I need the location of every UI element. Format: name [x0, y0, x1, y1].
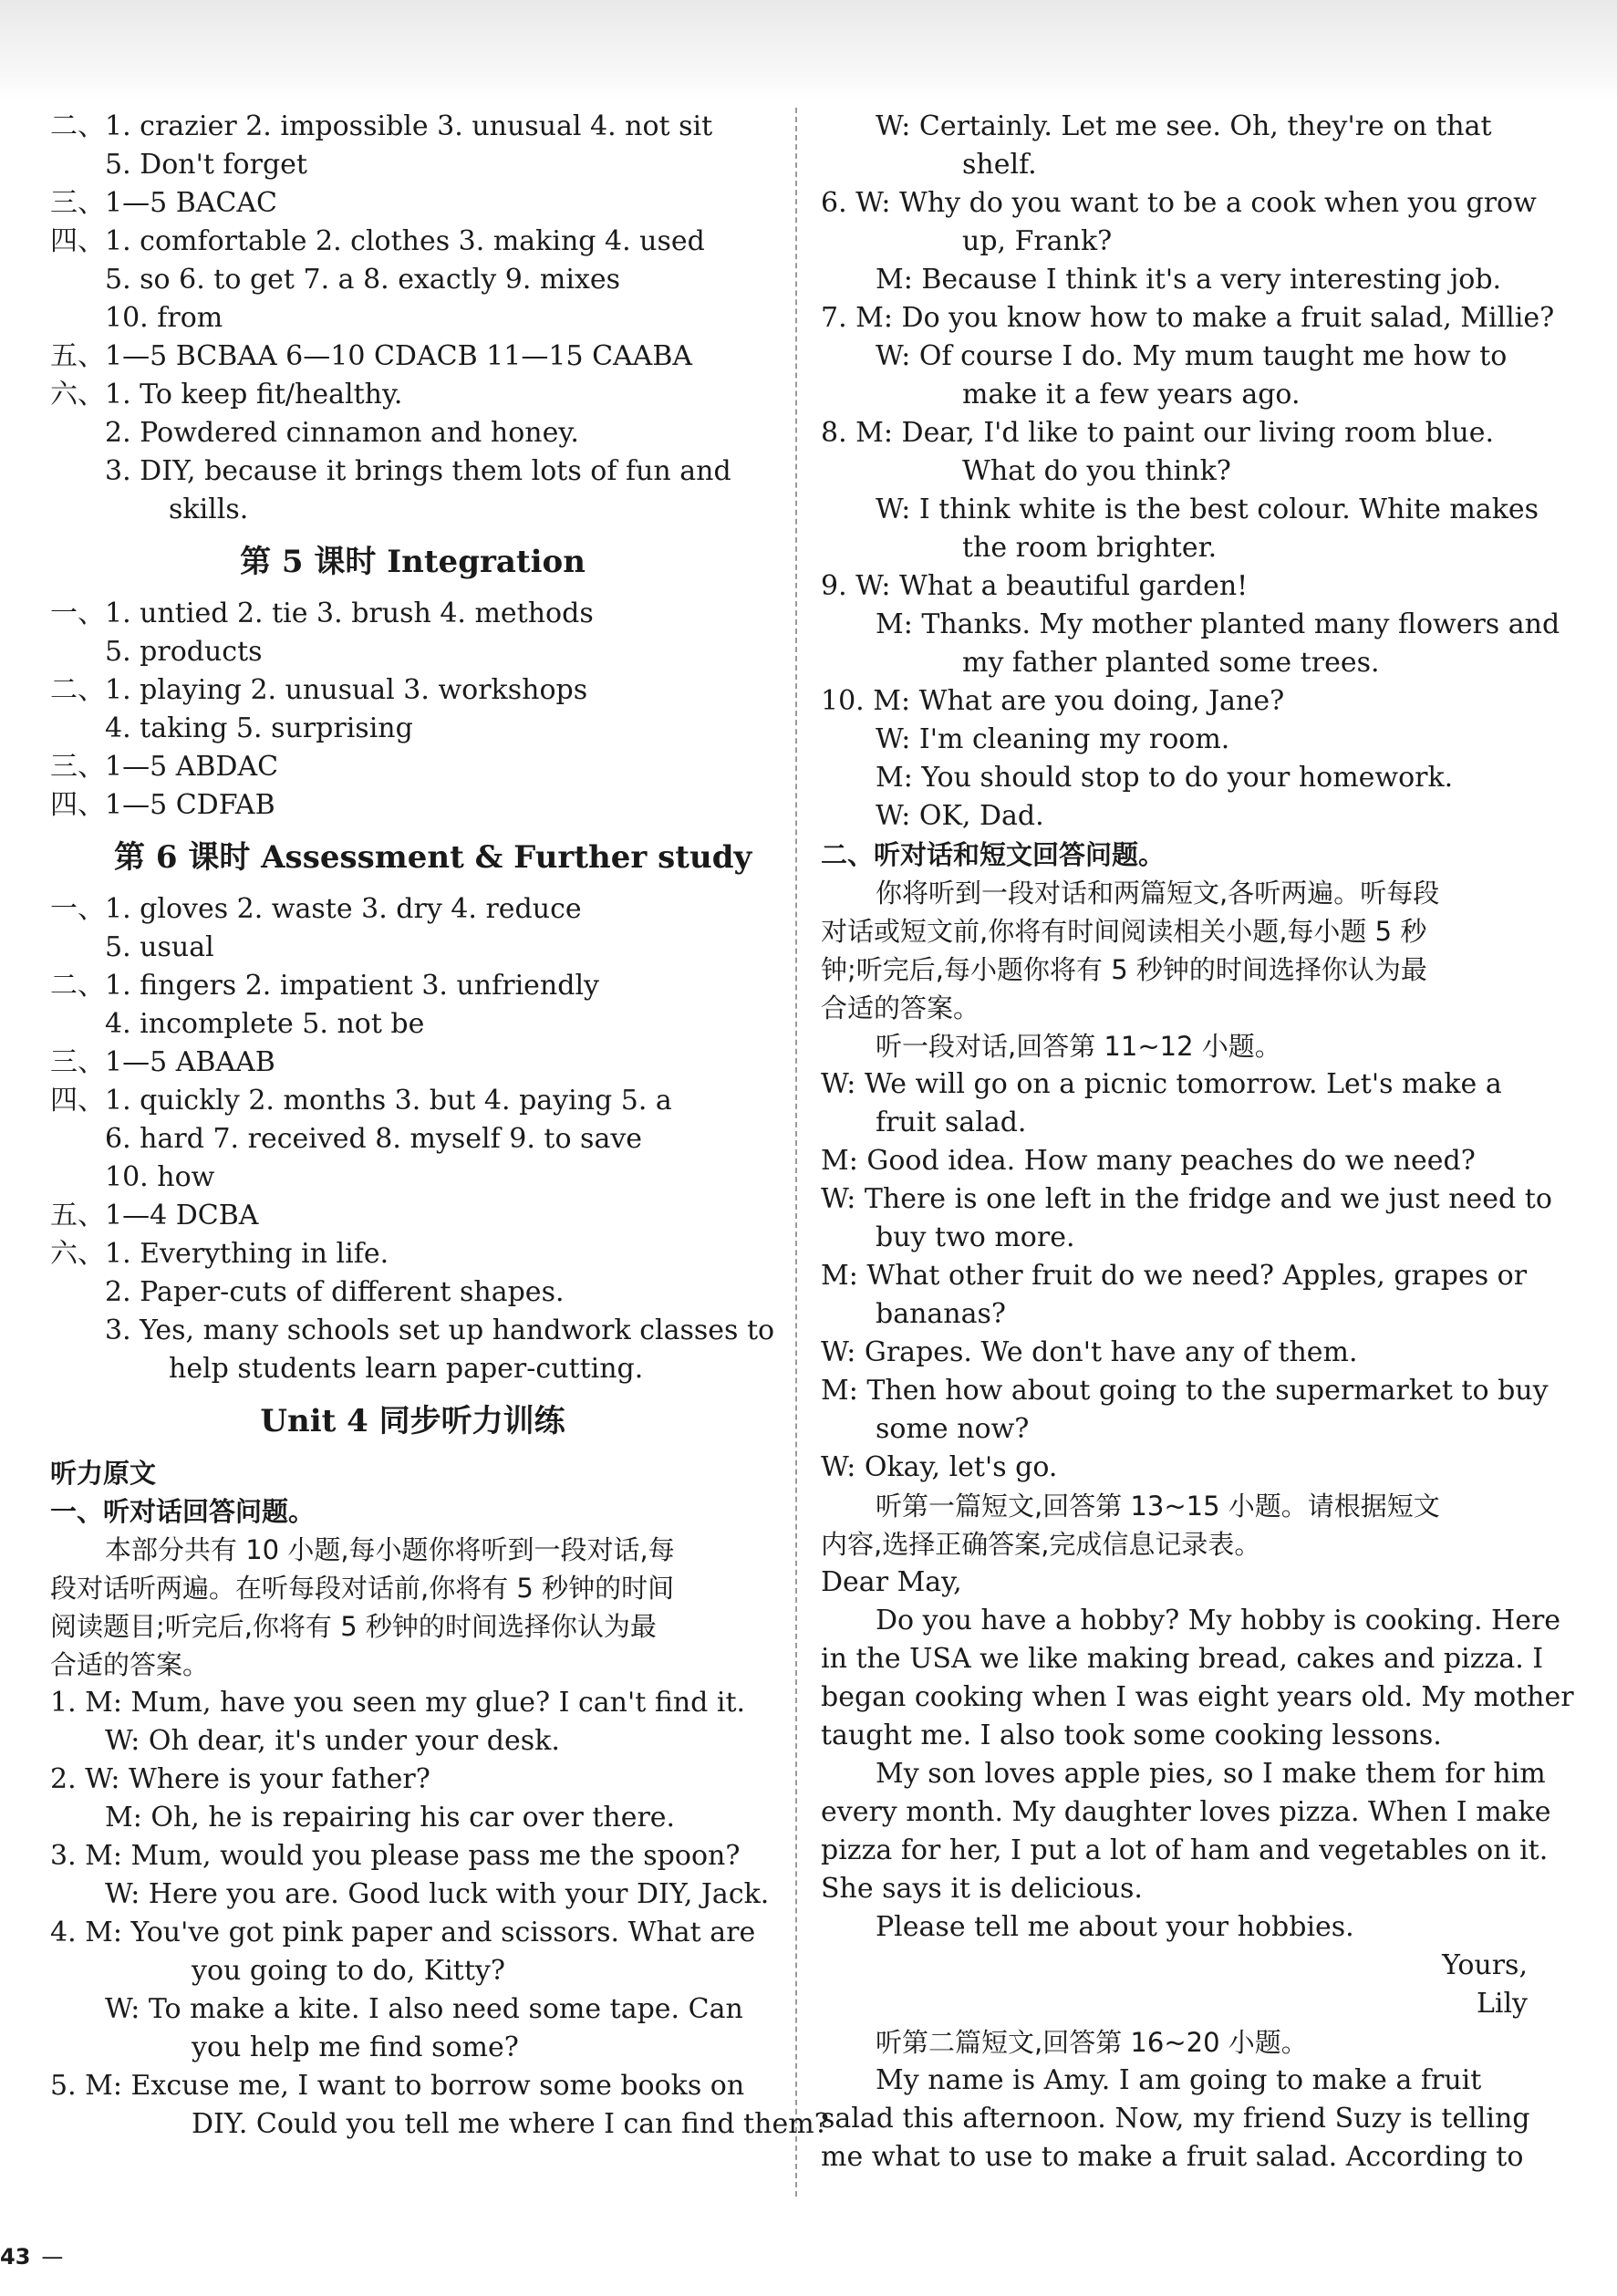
intro-line: 阅读题目;听完后,你将有 5 秒钟的时间选择你认为最 — [50, 1611, 657, 1642]
intro-line: 钟;听完后,每小题你将有 5 秒钟的时间选择你认为最 — [821, 954, 1427, 985]
dialog-line: W: We will go on a picnic tomorrow. Let's make a — [821, 1068, 1502, 1100]
answer-line: help students learn paper-cutting. — [169, 1353, 644, 1385]
answer-line: 10. how — [105, 1161, 215, 1193]
letter-line: Please tell me about your hobbies. — [876, 1911, 1354, 1943]
intro-line: 合适的答案。 — [50, 1649, 210, 1680]
dialog-line: 9. W: What a beautiful garden! — [821, 570, 1249, 602]
unit4-heading: Unit 4 同步听力训练 — [260, 1403, 565, 1439]
intro-line: 本部分共有 10 小题,每小题你将听到一段对话,每 — [105, 1534, 675, 1565]
dialog-line: W: Grapes. We don't have any of them. — [821, 1336, 1358, 1368]
dialog-line: buy two more. — [876, 1221, 1075, 1253]
dialogs-5-10 — [821, 108, 1560, 836]
dialog-line: 7. M: Do you know how to make a fruit salad, Millie? — [821, 302, 1555, 334]
listening-script-title: 听力原文 — [50, 1458, 157, 1489]
part1-title: 一、听对话回答问题。 — [50, 1496, 316, 1527]
answer-line: 3. Yes, many schools set up handwork classes to — [105, 1314, 775, 1346]
letter — [821, 1564, 1574, 2023]
answer-line: 四、1. comfortable 2. clothes 3. making 4. used — [50, 225, 705, 257]
answer-line: 5. Don't forget — [105, 149, 307, 181]
letter-line: began cooking when I was eight years old. My mother — [821, 1681, 1574, 1713]
dialog-line: M: What other fruit do we need? Apples, grapes or — [821, 1260, 1528, 1292]
answer-line: 一、1. gloves 2. waste 3. dry 4. reduce — [50, 893, 582, 925]
dialog-line: W: Okay, let's go. — [821, 1451, 1058, 1483]
dialog-line: you help me find some? — [192, 2031, 519, 2063]
dialog-line: M: You should stop to do your homework. — [876, 762, 1454, 794]
column-divider — [795, 108, 797, 2197]
dialog-line: W: I'm cleaning my room. — [876, 723, 1230, 755]
answer-line: 四、1—5 CDFAB — [50, 789, 275, 821]
letter-line: in the USA we like making bread, cakes and pizza. I — [821, 1643, 1544, 1675]
answer-line: 三、1—5 ABAAB — [50, 1046, 275, 1078]
dialog-line: What do you think? — [962, 455, 1231, 487]
intro-line: 内容,选择正确答案,完成信息记录表。 — [821, 1529, 1261, 1560]
dialogs-1-5 — [50, 1684, 829, 2144]
letter-signature: Lily — [1476, 1988, 1528, 2020]
dialog-line: shelf. — [962, 149, 1037, 181]
answers-lesson6 — [50, 890, 775, 1388]
dialog-line: 5. M: Excuse me, I want to borrow some books on — [50, 2070, 745, 2102]
dialog-line: some now? — [876, 1413, 1030, 1445]
page-number: 43 — [0, 2244, 31, 2270]
dialog-line: 6. W: Why do you want to be a cook when you grow — [821, 187, 1537, 219]
letter-closing: Yours, — [1442, 1949, 1528, 1981]
answer-line: 六、1. To keep fit/healthy. — [50, 379, 403, 410]
letter-line: every month. My daughter loves pizza. When I make — [821, 1796, 1551, 1828]
answer-line: 五、1—4 DCBA — [50, 1200, 259, 1231]
dialog-line: W: Here you are. Good luck with your DIY, Jack. — [105, 1878, 770, 1910]
intro-line: 合适的答案。 — [821, 992, 980, 1023]
answer-line: 六、1. Everything in life. — [50, 1238, 389, 1270]
letter-line: She says it is delicious. — [821, 1873, 1143, 1905]
dialog-line: M: Good idea. How many peaches do we need? — [821, 1145, 1476, 1177]
dialog-line: W: To make a kite. I also need some tape. Can — [105, 1993, 743, 2025]
dialog-line: W: There is one left in the fridge and we just need to — [821, 1183, 1552, 1215]
answer-line: 二、1. fingers 2. impatient 3. unfriendly — [50, 970, 599, 1002]
dialog-line: 1. M: Mum, have you seen my glue? I can't find it. — [50, 1687, 746, 1719]
dialog-line: 8. M: Dear, I'd like to paint our living room blue. — [821, 417, 1494, 449]
dialog-line: M: Then how about going to the supermarket to buy — [821, 1375, 1549, 1407]
dialog-line: M: Thanks. My mother planted many flowers and — [876, 608, 1560, 640]
letter-line: My son loves apple pies, so I make them for him — [876, 1758, 1546, 1790]
letter-greeting: Dear May, — [821, 1566, 962, 1598]
left-column — [50, 108, 829, 2144]
part1-intro — [50, 1531, 775, 1684]
answer-line: 5. so 6. to get 7. a 8. exactly 9. mixes — [105, 264, 621, 296]
answer-line: 4. taking 5. surprising — [105, 712, 413, 744]
answer-line: skills. — [169, 493, 249, 525]
answer-line: 一、1. untied 2. tie 3. brush 4. methods — [50, 597, 594, 629]
passage-line: me what to use to make a fruit salad. According to — [821, 2141, 1524, 2173]
passage-line: My name is Amy. I am going to make a fruit — [876, 2064, 1482, 2096]
dialog-line: M: Oh, he is repairing his car over there. — [105, 1802, 676, 1834]
answer-line: 4. incomplete 5. not be — [105, 1008, 425, 1040]
dialog-line: you going to do, Kitty? — [192, 1955, 505, 1987]
lesson6-heading: 第 6 课时 Assessment & Further study — [114, 839, 752, 876]
dialog-line: W: I think white is the best colour. White makes — [876, 493, 1539, 525]
dialog-line: up, Frank? — [962, 225, 1113, 257]
right-column — [821, 108, 1574, 2177]
letter-line: Do you have a hobby? My hobby is cooking. Here — [876, 1605, 1561, 1636]
answer-line: 5. usual — [105, 931, 214, 963]
letter-line: taught me. I also took some cooking lessons. — [821, 1719, 1442, 1751]
dialog-instruction: 听一段对话,回答第 11~12 小题。 — [876, 1031, 1281, 1062]
answer-line: 3. DIY, because it brings them lots of fun and — [105, 455, 731, 487]
dialog-line: DIY. Could you tell me where I can find them? — [192, 2108, 829, 2140]
answer-line: 2. Paper-cuts of different shapes. — [105, 1276, 565, 1308]
dialog-line: 4. M: You've got pink paper and scissors. What are — [50, 1917, 756, 1948]
dialog-line: W: OK, Dad. — [876, 800, 1044, 832]
answer-line: 6. hard 7. received 8. myself 9. to save — [105, 1123, 643, 1155]
passage2 — [821, 2062, 1550, 2177]
dialog-line: W: Certainly. Let me see. Oh, they're on that — [876, 110, 1492, 142]
passage-line: salad this afternoon. Now, my friend Suzy is telling — [821, 2103, 1530, 2135]
part2-intro — [821, 874, 1550, 1027]
answer-line: 三、1—5 ABDAC — [50, 751, 279, 783]
dialog-line: fruit salad. — [876, 1106, 1027, 1138]
answer-line: 四、1. quickly 2. months 3. but 4. paying 5. a — [50, 1085, 672, 1117]
intro-line: 听第一篇短文,回答第 13~15 小题。请根据短文 — [876, 1491, 1440, 1522]
intro-line: 段对话听两遍。在听每段对话前,你将有 5 秒钟的时间 — [50, 1573, 675, 1604]
dialog-line: 2. W: Where is your father? — [50, 1763, 430, 1795]
dialog-line: my father planted some trees. — [962, 647, 1380, 679]
footer-dash: — — [41, 2244, 64, 2270]
passage1-instruction — [821, 1487, 1550, 1564]
dialog-line: 10. M: What are you doing, Jane? — [821, 685, 1285, 717]
dialog-line: W: Of course I do. My mum taught me how to — [876, 340, 1508, 372]
intro-line: 对话或短文前,你将有时间阅读相关小题,每小题 5 秒 — [821, 916, 1427, 947]
lesson5-heading: 第 5 课时 Integration — [240, 544, 586, 580]
dialog-line: M: Because I think it's a very interesting job. — [876, 264, 1502, 296]
answer-line: 五、1—5 BCBAA 6—10 CDACB 11—15 CAABA — [50, 340, 693, 372]
dialog-line: 3. M: Mum, would you please pass me the spoon? — [50, 1840, 741, 1872]
page-footer — [0, 2244, 63, 2270]
dialog-line: the room brighter. — [962, 532, 1218, 564]
answer-line: 二、1. crazier 2. impossible 3. unusual 4. not sit — [50, 110, 713, 142]
answer-line: 2. Powdered cinnamon and honey. — [105, 417, 579, 449]
answer-line: 10. from — [105, 302, 223, 334]
dialog-line: make it a few years ago. — [962, 379, 1301, 410]
scan-top-shade — [0, 0, 1617, 100]
answer-line: 三、1—5 BACAC — [50, 187, 277, 219]
answer-line: 5. products — [105, 636, 263, 668]
dialog-line: W: Oh dear, it's under your desk. — [105, 1725, 560, 1757]
part2-title: 二、听对话和短文回答问题。 — [821, 839, 1166, 870]
dialog-11-12 — [821, 1065, 1550, 1487]
letter-line: pizza for her, I put a lot of ham and vegetables on it. — [821, 1834, 1549, 1866]
answers-lesson4 — [50, 108, 775, 529]
passage2-instruction: 听第二篇短文,回答第 16~20 小题。 — [876, 2027, 1308, 2058]
answer-line: 二、1. playing 2. unusual 3. workshops — [50, 674, 588, 706]
dialog-line: bananas? — [876, 1298, 1006, 1330]
answers-lesson5 — [50, 595, 775, 825]
intro-line: 你将听到一段对话和两篇短文,各听两遍。听每段 — [876, 878, 1440, 909]
